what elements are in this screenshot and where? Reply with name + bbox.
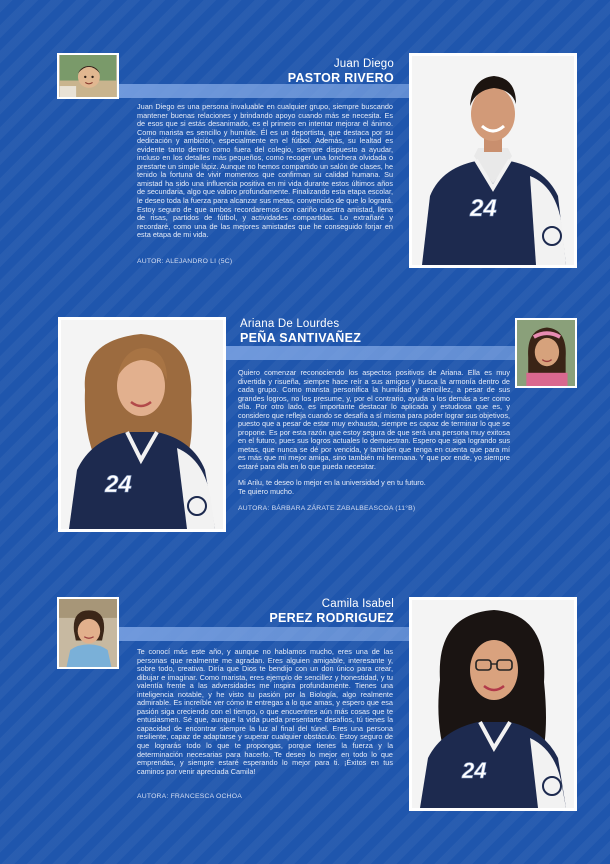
senior-portrait (409, 597, 577, 811)
dedication-text: Juan Diego es una persona invaluable en cualquier grupo, siempre buscando mantener buenas relaciones y brindando apoyo cuando más se necesita. Es de esos que si estás desanimado, es el primero en intentar mejorar el ánimo. Como marista es sencillo y humilde. Él es un deportista, que destaca por su dedicación y ambición, especialmente en el fútbol. Además, su lealtad es evidente tanto dentro como fuera del colegio, siempre dispuesto a ayudar, incluso en los detalles más pequeños, como recoger una lonchera olvidada o prestarte un simple lápiz. Aunque no hemos compartido un salón de clases, he tenido la fortuna de vivir momentos que confirman su calidad humana. Su amistad ha sido una influencia positiva en mi vida durante estos últimos años de secundaria, algo que valoro profundamente. Finalizando esta etapa escolar, le deseo toda la fuerza para alcanzar sus metas, convencido de que lo logrará. Estoy seguro de que ambos recordaremos con cariño nuestra amistad, llena de risas, partidos de fútbol, y actividades compartidas. Lo extrañaré y recordaré, como una de las mejores amistades que he conseguido forjar en esta etapa de mi vida. (137, 102, 393, 240)
name-block (164, 598, 394, 626)
last-name: PEÑA SANTIVAÑEZ (240, 331, 362, 345)
dedication-text: Te conocí más este año, y aunque no hablamos mucho, eres una de las personas que realmente me agradan. Eres alguien amigable, interesante y, sobre todo, creativa. Diría que Dios te bendijo con un don único para crear, dibujar e imaginar. Como marista, eres ejemplo de sencillez y honestidad, y tu valentía frente a las adversidades me inspira profundamente. Tienes una inteligencia notable, y he visto tu pasión por la Biología, algo realmente admirable. Es increíble ver cómo te entregas a lo que amas, y espero que esa pasión siga creciendo con el tiempo, o que encuentres aún más cosas que te entusiasmen. Sé que, aunque la vida pueda presentarte desafíos, tú tienes la capacidad de encontrar siempre la luz al final del túnel. Eres una persona resiliente, capaz de adaptarse y superar cualquier obstáculo. Estoy seguro de que lograrás todo lo que te propongas, porque tienes la fuerza y la determinación necesarias para hacerlo. Te deseo lo mejor en todo lo que emprendas, y siempre estaré esperando lo mejor para ti. ¡Éxitos en tus caminos por venir apreciada Camila! (137, 647, 393, 776)
first-name: Juan Diego (333, 58, 394, 70)
author-credit: AUTOR: ALEJANDRO LI (5C) (137, 258, 233, 265)
dedication-text: Quiero comenzar reconociendo los aspectos positivos de Ariana. Ella es muy divertida y risueña, siempre hace reír a sus amigos y busca la armonía dentro de cada grupo. Como marista personifica la humildad y sencillez, a pesar de sus grandes logros, no los presume, y, por el contrario, ayuda a los demás a ser como ella. Por otro lado, es importante destacar lo aplicada y estudiosa que es, y considero que refleja cuando se desafía a sí misma para poder lograr sus objetivos, puesto que a pesar de estar muy exhausta, siempre es capaz de terminar lo que se propone. Es por esta razón que estoy segura de que será una persona muy exitosa en el futuro, pues sus logros actuales lo demuestran. Espero que siga logrando sus metas, que nunca se dé por vencida, y también que tenga en cuenta que para mí es más que mi mejor amiga, sino también mi hermana. Y que por ende, yo siempre estaré para ella en lo que pueda necesitar. (238, 368, 510, 472)
jersey-number: 24 (105, 471, 132, 498)
childhood-photo-image (59, 599, 117, 667)
jersey-number: 24 (462, 758, 487, 783)
last-name: PASTOR RIVERO (287, 71, 394, 85)
closing-line: Mi Arilu, te deseo lo mejor en la universidad y en tu futuro. (238, 478, 426, 487)
author-credit: AUTORA: BÁRBARA ZÁRATE ZABALBEASCOA (11°B) (238, 505, 416, 512)
senior-portrait-image (412, 600, 574, 808)
first-name: Ariana De Lourdes (240, 318, 340, 330)
last-name: PEREZ RODRIGUEZ (269, 611, 394, 625)
author-credit: AUTORA: FRANCESCA OCHOA (137, 793, 242, 800)
name-band (119, 627, 411, 641)
first-name: Camila Isabel (321, 598, 394, 610)
jersey-number: 24 (470, 195, 497, 222)
closing-line: Te quiero mucho. (238, 487, 294, 496)
childhood-photo (57, 597, 119, 669)
